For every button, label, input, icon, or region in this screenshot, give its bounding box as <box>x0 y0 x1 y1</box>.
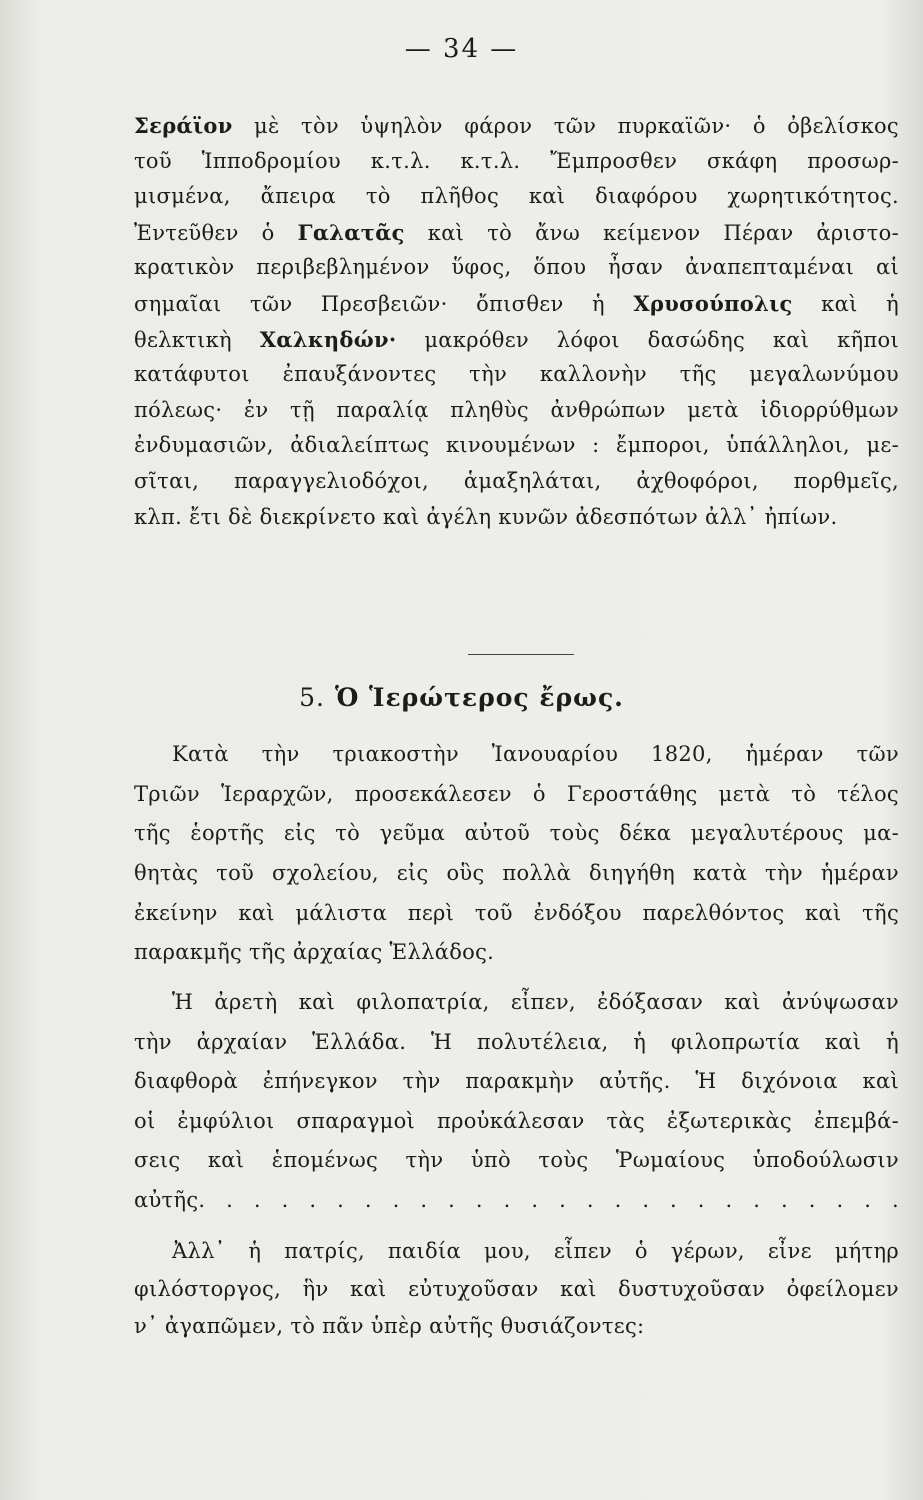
section-heading <box>0 683 923 712</box>
text-run: Ἐντεῦθεν ὁ <box>134 220 298 245</box>
paragraph-1 <box>134 108 899 535</box>
bold-term: Χρυσούπολις <box>633 290 793 316</box>
text-line: ἐκείνην καὶ μάλιστα περὶ τοῦ ἐνδόξου παρελθόντος καὶ τῆς <box>134 900 899 925</box>
section-number: 5. <box>299 683 325 712</box>
text-line: αὐτῆς. . . . . . . . . . . . . . . . . . . . . . . . . . <box>134 1187 899 1212</box>
text-line: τὴν ἀρχαίαν Ἑλλάδα. Ἡ πολυτέλεια, ἡ φιλοπρωτία καὶ ἡ <box>134 1029 899 1054</box>
section-divider <box>468 654 574 655</box>
text-run: μὲ τὸν ὑψηλὸν φάρον τῶν πυρκαϊῶν· ὁ ὀβελίσκος <box>232 114 899 138</box>
text-line: παρακμῆς τῆς ἀρχαίας Ἑλλάδος. <box>134 940 495 965</box>
text-run: μακρόθεν λόφοι δασώδης καὶ κῆποι <box>396 327 899 352</box>
text-run: σημαῖαι τῶν Πρεσβειῶν· ὄπισθεν ἡ <box>134 291 634 316</box>
section-title: Ὁ Ἱερώτερος ἔρως. <box>334 683 624 712</box>
text-run: καὶ τὸ ἄνω κείμενον Πέραν ἀριστο- <box>404 220 899 245</box>
text-line <box>134 215 899 251</box>
bold-term: Σεράϊον <box>134 113 233 138</box>
text-line: οἱ ἐμφύλιοι σπαραγμοὶ προὐκάλεσαν τὰς ἐξωτερικὰς ἐπεμβά- <box>134 1108 899 1133</box>
text-line: σῖται, παραγγελιοδόχοι, ἁμαξηλάται, ἀχθοφόροι, πορθμεῖς, <box>134 468 899 493</box>
text-line <box>134 108 899 144</box>
text-line: ἐνδυμασιῶν, ἀδιαλείπτως κινουμένων : ἔμποροι, ὑπάλληλοι, με- <box>134 433 899 458</box>
paragraph-3 <box>134 983 899 1220</box>
bold-term: Χαλκηδών· <box>259 326 397 352</box>
text-line: Ἡ ἀρετὴ καὶ φιλοπατρία, εἶπεν, ἐδόξασαν καὶ ἀνύψωσαν <box>172 990 899 1014</box>
text-line: σεις καὶ ἑπομένως τὴν ὑπὸ τοὺς Ῥωμαίους ὑποδούλωσιν <box>134 1148 899 1172</box>
text-line: τῆς ἑορτῆς εἰς τὸ γεῦμα αὐτοῦ τοὺς δέκα μεγαλυτέρους μα- <box>134 821 899 846</box>
text-line: Ἀλλ᾽ ἡ πατρίς, παιδία μου, εἶπεν ὁ γέρων, εἶνε μήτηρ <box>172 1239 899 1263</box>
text-line <box>134 322 899 358</box>
text-line: κλπ. ἔτι δὲ διεκρίνετο καὶ ἀγέλη κυνῶν ἀδεσπότων ἀλλ᾽ ἠπίων. <box>134 504 838 529</box>
text-line: κρατικὸν περιβεβλημένον ὕφος, ὅπου ἦσαν ἀναπεπταμέναι αἱ <box>134 255 899 280</box>
text-line: μισμένα, ἄπειρα τὸ πλῆθος καὶ διαφόρου χωρητικότητος. <box>134 184 899 209</box>
text-line: πόλεως· ἐν τῇ παραλίᾳ πληθὺς ἀνθρώπων μετὰ ἰδιορρύθμων <box>134 397 899 422</box>
paragraph-2 <box>134 735 899 973</box>
text-line: φιλόστοργος, ἣν καὶ εὐτυχοῦσαν καὶ δυστυχοῦσαν ὀφείλομεν <box>134 1276 899 1301</box>
text-line: τοῦ Ἱπποδρομίου κ.τ.λ. κ.τ.λ. Ἔμπροσθεν σκάφη προσωρ- <box>134 148 899 173</box>
page-number: — 34 — <box>404 34 519 64</box>
text-line: κατάφυτοι ἐπαυξάνοντες τὴν καλλονὴν τῆς μεγαλωνύμου <box>134 362 899 387</box>
text-line: διαφθορὰ ἐπήνεγκον τὴν παρακμὴν αὐτῆς. Ἡ διχόνοια καὶ <box>134 1069 899 1093</box>
text-run: θελκτικὴ <box>134 327 260 352</box>
text-line <box>134 286 899 322</box>
text-run: καὶ ἡ <box>792 291 899 316</box>
text-line: Κατὰ τὴν τριακοστὴν Ἰανουαρίου 1820, ἡμέραν τῶν <box>172 742 899 766</box>
bold-term: Γαλατᾶς <box>297 219 405 245</box>
paragraph-4 <box>134 1233 899 1346</box>
text-line: θητὰς τοῦ σχολείου, εἰς οὓς πολλὰ διηγήθη κατὰ τὴν ἡμέραν <box>134 861 899 886</box>
text-line: ν᾽ ἀγαπῶμεν, τὸ πᾶν ὑπὲρ αὐτῆς θυσιάζοντες: <box>134 1314 645 1338</box>
text-line: Τριῶν Ἱεραρχῶν, προσεκάλεσεν ὁ Γεροστάθης μετὰ τὸ τέλος <box>134 781 899 806</box>
